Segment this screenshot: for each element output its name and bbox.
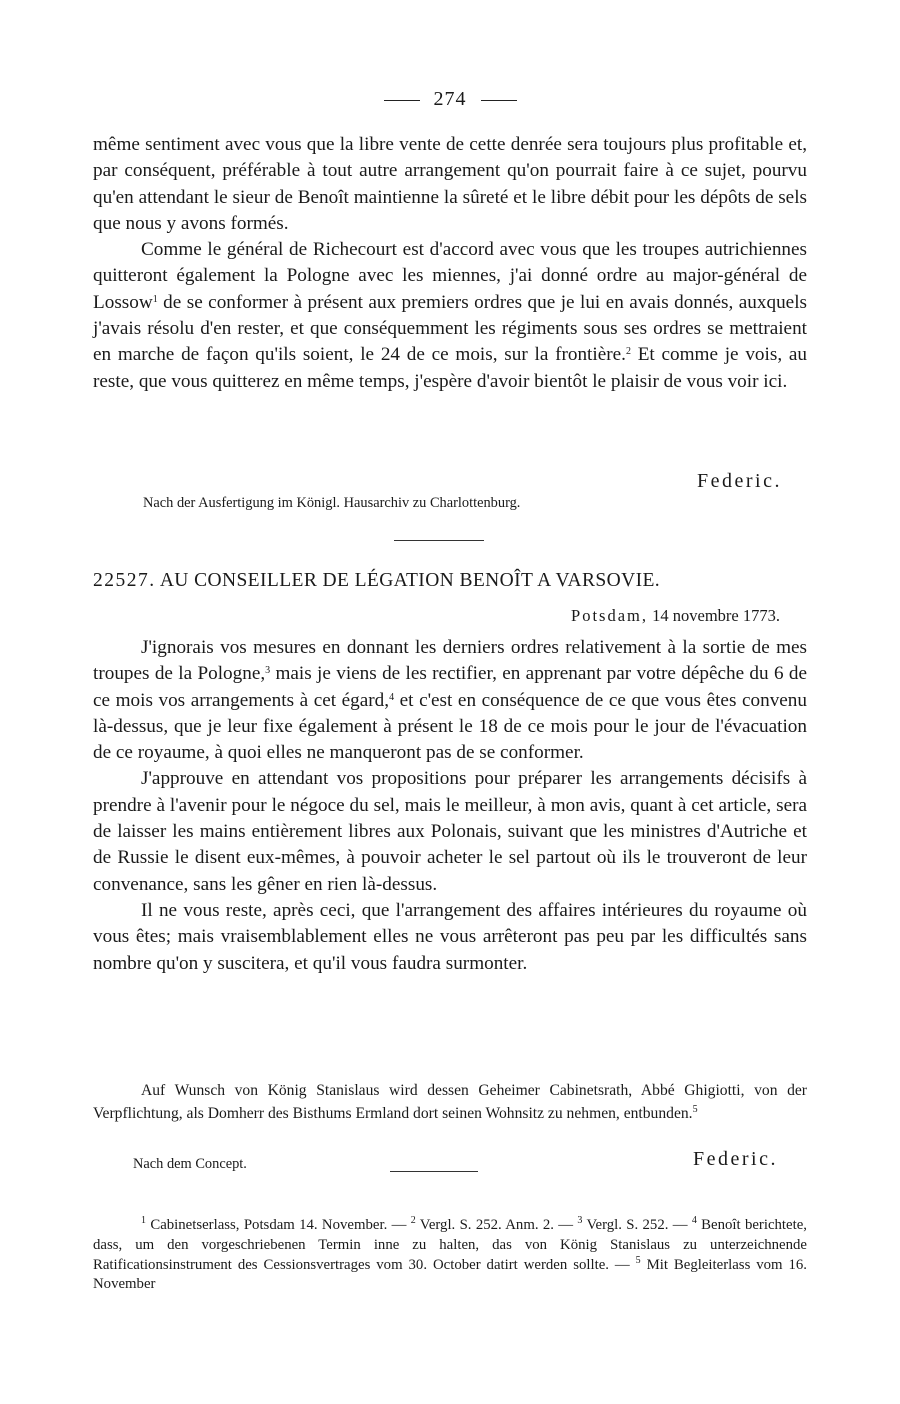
footnote-text: Cabinetserlass, Potsdam 14. November. — xyxy=(146,1217,411,1233)
footnotes-text xyxy=(93,1216,807,1295)
footnote-text: Vergl. S. 252. — xyxy=(582,1217,692,1233)
footnote-text: Vergl. S. 252. Anm. 2. — xyxy=(415,1217,578,1233)
footnote-mark: 2 xyxy=(410,1215,416,1226)
letter1-paragraph: même sentiment avec vous que la libre vente de cette denrée sera toujours plus profitable et, par conséquent, préférable à tout autre arrangement qu'on pourrait faire à ce sujet, pourvu qu'en attendant le sieur de Benoît maintienne la sûreté et le libre débit pour les dépôts de sels que nous y avons formés. xyxy=(93,134,807,234)
footnote-ref: 5 xyxy=(692,1103,698,1115)
letter2-source-note: Nach dem Concept. xyxy=(133,1156,247,1172)
dateline-date: 14 novembre 1773. xyxy=(652,606,780,625)
signature-rule xyxy=(390,1171,478,1172)
dateline xyxy=(571,606,780,626)
header-rule-left xyxy=(384,100,420,101)
footnote-mark: 3 xyxy=(577,1215,583,1226)
letter1-text: Comme le général de Richecourt est d'accord avec vous que les troupes autrichiennes quitteront également la Pologne avec les miennes, j'ai donné ordre au major-général de Lossow xyxy=(93,239,807,313)
letter1-source-note: Nach der Ausfertigung im Königl. Hausarchiv zu Charlottenburg. xyxy=(143,495,521,511)
dateline-place: Potsdam, xyxy=(571,606,649,625)
letter1-signature: Federic. xyxy=(697,470,782,492)
page-header xyxy=(0,88,900,111)
footnote-ref: 4 xyxy=(389,691,395,703)
footnotes xyxy=(93,1216,807,1295)
letter2-paragraph xyxy=(93,635,807,766)
letter-number: 22527. xyxy=(93,570,156,591)
footnote-ref: 1 xyxy=(152,293,158,305)
footnote-ref: 2 xyxy=(625,346,631,358)
letter2-paragraph: J'approuve en attendant vos propositions pour préparer les arrangements décisifs à prendre à l'avenir pour le négoce du sel, mais le meilleur, à mon avis, quant à cet article, sera de laisser les mains entièrement libres aux Polonais, suivant que les ministres d'Autriche et de Russie le disent eux-mêmes, à pouvoir acheter le sel partout où ils le trouveront de leur convenance, sans les gêner en rien là-dessus. xyxy=(93,768,807,895)
letter1-paragraph xyxy=(93,237,807,395)
footnote-text: Mit Begleiterlass vom 16. November xyxy=(93,1256,808,1293)
letter2-signature: Federic. xyxy=(693,1148,778,1170)
footnote-mark: 5 xyxy=(635,1254,641,1266)
editorial-note xyxy=(93,1080,807,1125)
footnote-text: Benoît berichtete, dass, um den vorgeschriebenen Termin inne zu halten, das von König Stanislaus zu unterzeichnende Ratificationsinstrument des Cessionsvertrages vom 30. October datirt werden sollte. — xyxy=(93,1217,807,1273)
letter2-body xyxy=(93,635,807,977)
section-divider xyxy=(394,540,484,541)
letter-heading xyxy=(93,570,807,592)
header-rule-right xyxy=(481,100,517,101)
letter-title: AU CONSEILLER DE LÉGATION BENOÎT A VARSOVIE. xyxy=(159,570,661,591)
letter2-paragraph: Il ne vous reste, après ceci, que l'arrangement des affaires intérieures du royaume où vous êtes; mais vraisemblablement elles ne vous arrêteront pas peu par les difficultés sans nombre qu'on y suscitera, et qu'il vous faudra surmonter. xyxy=(93,899,807,974)
page-number: 274 xyxy=(433,88,467,110)
letter2-text: mais je viens de les rectifier, en apprenant par votre dépêche du 6 de ce mois vos arrangements à cet égard, xyxy=(93,663,807,711)
footnote-mark: 1 xyxy=(141,1215,146,1226)
footnote-mark: 4 xyxy=(691,1215,697,1226)
letter1-body xyxy=(93,132,807,395)
footnote-ref: 3 xyxy=(265,665,271,677)
letter1-text: de se conformer à présent aux premiers ordres que je lui en avais donnés, auxquels j'avais résolu d'en rester, et que conséquemment les régiments sous ses ordres se mettraient en marche de façon qu'ils soient, le 24 de ce mois, sur la frontière. xyxy=(93,291,807,366)
editorial-note-body: Auf Wunsch von König Stanislaus wird dessen Geheimer Cabinetsrath, Abbé Ghigiotti, von der Verpflichtung, als Domherr des Bisthums Ermland dort seinen Wohnsitz zu nehmen, entbunden. xyxy=(93,1082,807,1122)
editorial-note-text xyxy=(93,1080,807,1125)
letter1-text: Et comme je vois, au reste, que vous quitterez en même temps, j'espère d'avoir bientôt le plaisir de vous voir ici. xyxy=(93,344,807,392)
letter2-text: et c'est en conséquence de ce que vous êtes convenu là-dessus, que je leur fixe également à présent le 18 de ce mois pour le jour de l'évacuation de ce royaume, à quoi elles ne manqueront pas de se conformer. xyxy=(93,689,807,764)
letter2-text: J'ignorais vos mesures en donnant les derniers ordres relativement à la sortie de mes troupes de la Pologne, xyxy=(93,637,807,685)
